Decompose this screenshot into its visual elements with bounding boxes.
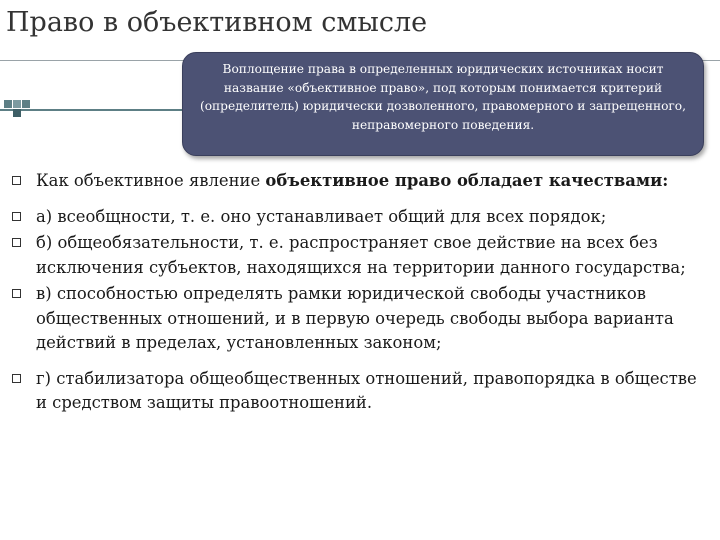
accent-square bbox=[13, 100, 21, 108]
bullet-text: Как объективное явление bbox=[36, 171, 266, 190]
accent-squares-decoration bbox=[4, 92, 44, 128]
checkbox-bullet-icon bbox=[12, 212, 21, 221]
checkbox-bullet-icon bbox=[12, 176, 21, 185]
bullet-item bbox=[8, 282, 708, 356]
bullet-text: г) стабилизатора общеобщественных отношений, правопорядка в обществе и средством защиты правоотношений. bbox=[36, 368, 697, 412]
accent-square bbox=[4, 100, 12, 108]
checkbox-bullet-icon bbox=[12, 374, 21, 383]
callout-text: Воплощение права в определенных юридических источниках носит название «объективное право», под которым понимается критерий (определитель) юридически дозволенного, правомерного и запрещенного, неправомерного поведения. bbox=[199, 62, 687, 132]
checkbox-bullet-icon bbox=[12, 289, 21, 298]
checkbox-bullet-icon bbox=[12, 238, 21, 247]
bullet-bold-text: объективное право обладает качествами: bbox=[265, 171, 669, 190]
definition-callout bbox=[182, 52, 704, 156]
bullet-item bbox=[8, 231, 708, 280]
bullet-list bbox=[8, 169, 708, 416]
bullet-text: а) всеобщности, т. е. оно устанавливает общий для всех порядок; bbox=[36, 206, 607, 226]
bullet-item bbox=[8, 205, 708, 230]
slide-title: Право в объективном смысле bbox=[6, 7, 428, 38]
bullet-text: б) общеобязательности, т. е. распространяет свое действие на всех без исключения субъектов, находящихся на территории данного государства; bbox=[36, 233, 686, 277]
accent-square bbox=[13, 109, 21, 117]
bullet-item bbox=[8, 169, 708, 194]
accent-square bbox=[22, 100, 30, 108]
bullet-text: в) способностью определять рамки юридической свободы участников общественных отношений, и в первую очередь свободы выбора варианта действий в пределах, установленных законом; bbox=[36, 284, 674, 352]
bullet-item bbox=[8, 367, 708, 416]
